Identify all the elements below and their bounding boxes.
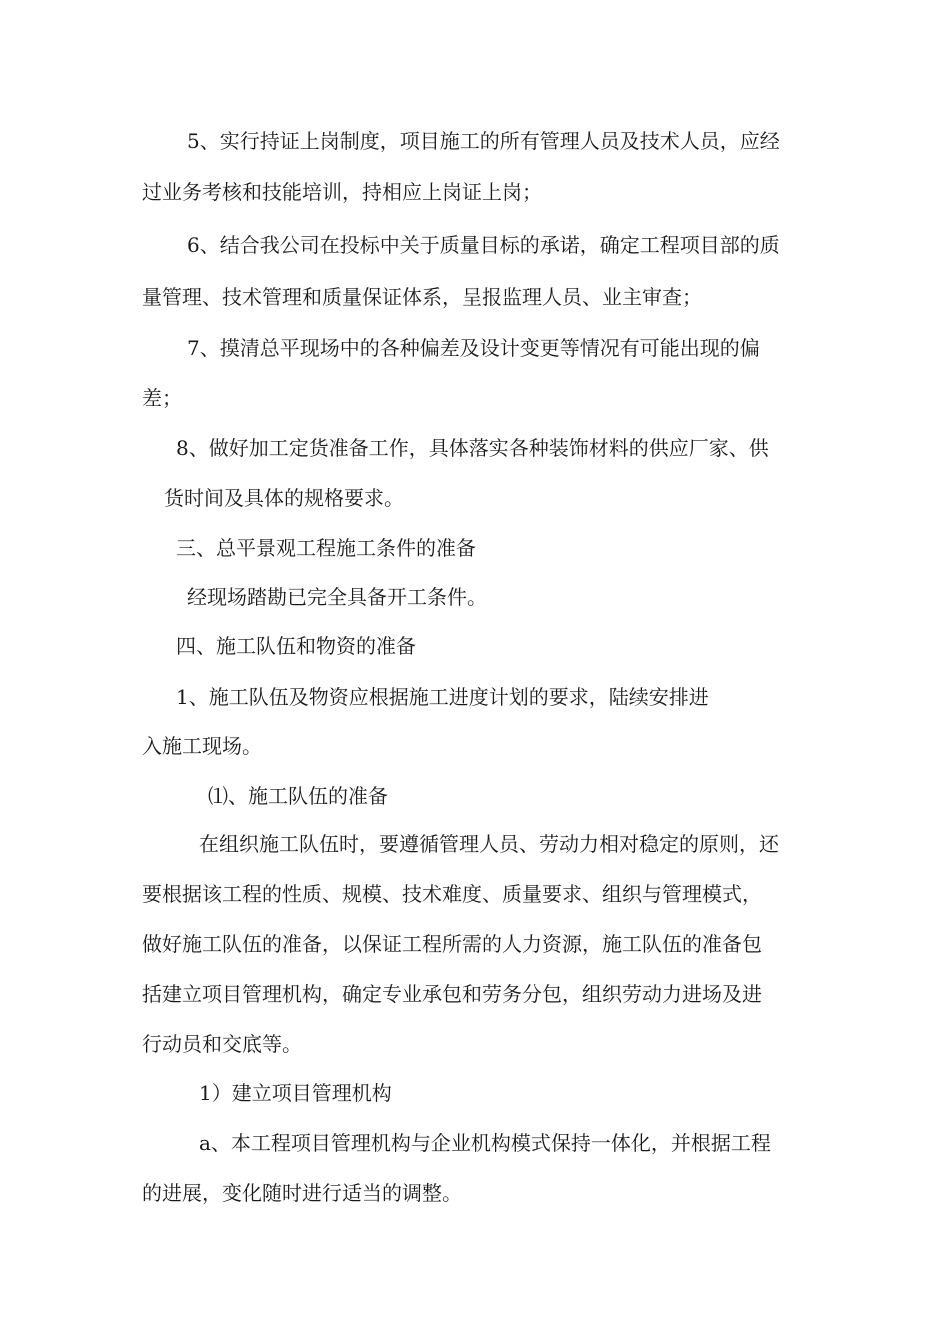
subsection-heading: 1）建立项目管理机构 [199,1081,392,1105]
text-line: 7、摸清总平现场中的各种偏差及设计变更等情况有可能出现的偏 [187,336,760,360]
section-heading: 四、施工队伍和物资的准备 [176,634,416,658]
text-line: 入施工现场。 [142,734,262,758]
text-line: 差； [142,386,182,410]
text-line: 的进展，变化随时进行适当的调整。 [142,1181,462,1205]
text-line: 5、实行持证上岗制度，项目施工的所有管理人员及技术人员，应经 [187,129,780,153]
text-line: 要根据该工程的性质、规模、技术难度、质量要求、组织与管理模式， [142,882,762,906]
text-line: 做好施工队伍的准备，以保证工程所需的人力资源，施工队伍的准备包 [142,932,762,956]
text-line: 6、结合我公司在投标中关于质量目标的承诺，确定工程项目部的质 [187,233,780,257]
text-line: 量管理、技术管理和质量保证体系，呈报监理人员、业主审查； [142,285,702,309]
text-line: 货时间及具体的规格要求。 [164,486,404,510]
section-heading: 三、总平景观工程施工条件的准备 [176,536,476,560]
text-line: 括建立项目管理机构，确定专业承包和劳务分包，组织劳动力进场及进 [142,982,762,1006]
text-line: 行动员和交底等。 [142,1032,302,1056]
text-line: a、本工程项目管理机构与企业机构模式保持一体化，并根据工程 [199,1131,771,1155]
text-line: 1、施工队伍及物资应根据施工进度计划的要求，陆续安排进 [176,685,709,709]
text-line: 经现场踏勘已完全具备开工条件。 [187,585,487,609]
text-line: 8、做好加工定货准备工作，具体落实各种装饰材料的供应厂家、供 [176,436,769,460]
text-line: 在组织施工队伍时，要遵循管理人员、劳动力相对稳定的原则，还 [199,832,779,856]
text-line: 过业务考核和技能培训，持相应上岗证上岗； [142,180,542,204]
subsection-heading: ⑴、施工队伍的准备 [208,784,388,808]
